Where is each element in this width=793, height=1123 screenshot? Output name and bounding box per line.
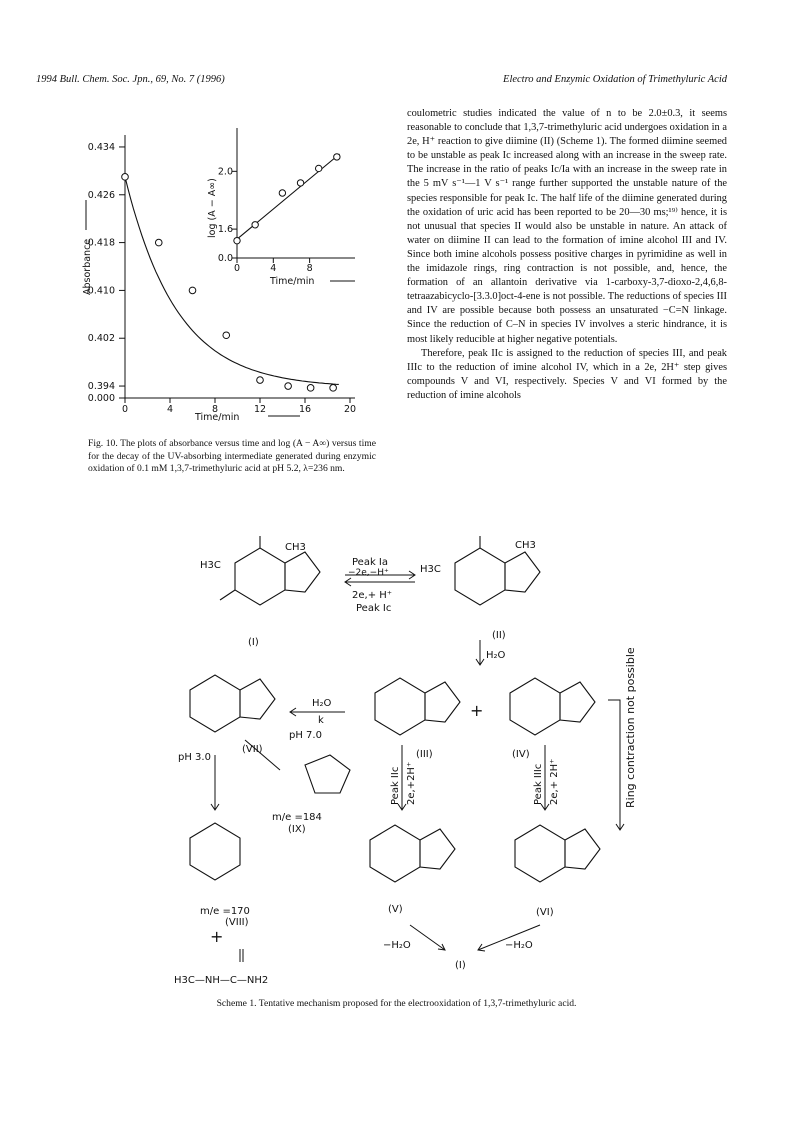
arrow-label-ph3: pH 3.0 bbox=[178, 752, 211, 763]
scheme-label-I: (I) bbox=[248, 637, 259, 648]
y-tick-label: 0.418 bbox=[87, 237, 115, 249]
inset-y-tick-label: 2.0 bbox=[217, 166, 233, 178]
ch3-label: CH3 bbox=[515, 540, 536, 551]
y-axis-label: Absorbance bbox=[82, 238, 93, 295]
x-tick-label: 8 bbox=[211, 404, 219, 415]
ch3-label: H3C bbox=[420, 564, 441, 575]
arrow-label-2e-2h-2: 2e,+ 2H⁺ bbox=[549, 758, 560, 805]
x-tick-label: 12 bbox=[253, 404, 267, 415]
urea-formula: H3C—NH—C—NH2 bbox=[174, 975, 269, 986]
inset-x-tick-label: 0 bbox=[233, 263, 241, 274]
arrow-label-peak-ic: Peak Ic bbox=[356, 603, 392, 614]
running-header-right: Electro and Enzymic Oxidation of Trimethyluric Acid bbox=[503, 74, 727, 85]
inset-x-tick-label: 8 bbox=[306, 263, 313, 274]
scheme-label-II: (II) bbox=[492, 630, 506, 641]
scheme-label-IX: (IX) bbox=[288, 824, 306, 835]
arrow-label-minus-h2o: −H₂O bbox=[383, 940, 411, 951]
paragraph-1: coulometric studies indicated the value of n to be 2.0±0.3, it seems reasonable to conclude that 1,3,7-trimethyluric acid undergoes oxidation in a 2e, H⁺ reaction to give diimine (II) (Scheme 1). The formed diimine seemed to be unstable as peak Ic increased along with an increase in the sweep rate. The increase in the ratio of peaks Ic/Ia with an increase in the sweep rate in the 5 mV s⁻¹—1 V s⁻¹ range further supported the unstable nature of the species responsible for peak Ic. The half life of the diimine generated during the oxidation of uric acid has been reported to be 20—30 ms;¹⁹⁾ hence, it is not unusual that species II would also be unstable in nature. An attack of water on diimine II can lead to the formation of imine alcohol III and IV. Since both imine alcohols possess positive charges in pyrimidine as well in the imidazole rings, ring contraction is not possible, and, hence, the formation of an allantoin derivative via 1-carboxy-3,7-dioxo-2,4,6,8-tetraazabicyclo-[3.3.0]oct-4-ene is not possible. The reductions of species III and IV are possible because both possess an unsaturated −C=N linkage. Since the reduction of C–N in species IV involves a steric hindrance, it is most likely reducible at higher negative potentials. bbox=[407, 108, 727, 345]
arrow-label-peak-iiic: Peak IIIc bbox=[533, 763, 544, 805]
paragraph-2: Therefore, peak IIc is assigned to the reduction of species III, and peak IIIc to the reduction of imine alcohol IV, which in a 2e, 2H⁺ step gives compounds V and VI, respectively. Species V and VI formed by the reduction of imine alcohols bbox=[407, 347, 727, 401]
y-tick-label: 0.434 bbox=[87, 141, 115, 153]
arrow-label-ph7: pH 7.0 bbox=[289, 730, 322, 741]
arrow-label-2e: 2e,+ H⁺ bbox=[352, 590, 393, 601]
x-tick-label: 4 bbox=[166, 404, 174, 415]
y-tick-label: 0.394 bbox=[87, 381, 115, 393]
mass-label-184: m/e =184 bbox=[272, 812, 322, 823]
x-axis-label: Time/min bbox=[195, 412, 240, 423]
inset-y-tick-label: 0.0 bbox=[217, 253, 233, 264]
scheme-label-VIII: (VIII) bbox=[225, 917, 249, 928]
y-tick-label: 0.410 bbox=[87, 285, 115, 297]
scheme-label-IV: (IV) bbox=[512, 749, 530, 760]
plus-sign: + bbox=[210, 927, 224, 946]
inset-y-axis-label: log (A − A∞) bbox=[207, 178, 218, 238]
arrow-label-minus-h2o-2: −H₂O bbox=[505, 940, 533, 951]
figure-10-caption: Fig. 10. The plots of absorbance versus time and log (A − A∞) versus time for the decay of the UV-absorbing intermediate generated during enzymic oxidation of 0.1 mM 1,3,7-trimethyluric acid at pH 5.2, λ=236 nm. bbox=[88, 438, 376, 474]
scheme-caption: Scheme 1. Tentative mechanism proposed for the electrooxidation of 1,3,7-trimethyluric acid. bbox=[216, 998, 577, 1009]
arrow-label-h2o-2: H₂O bbox=[312, 698, 332, 709]
scheme-label-I-product: (I) bbox=[455, 960, 466, 971]
x-tick-label: 0 bbox=[121, 404, 129, 415]
inset-y-tick-label: 1.6 bbox=[217, 224, 233, 236]
scheme-label-VII: (VII) bbox=[242, 744, 263, 755]
ch3-label: CH3 bbox=[285, 542, 306, 553]
ch3-label: H3C bbox=[200, 560, 221, 571]
scheme-label-VI: (VI) bbox=[536, 907, 554, 918]
arrow-label-h2o: H₂O bbox=[486, 650, 506, 661]
y-tick-label: 0.402 bbox=[87, 333, 115, 345]
y-tick-label: 0.426 bbox=[87, 189, 115, 201]
arrow-label-k: k bbox=[318, 715, 324, 726]
inset-x-axis-label: Time/min bbox=[270, 276, 315, 287]
arrow-label-ring-contraction: Ring contraction not possible bbox=[624, 647, 637, 808]
running-header-left: 1994 Bull. Chem. Soc. Jpn., 69, No. 7 (1996) bbox=[36, 74, 225, 85]
mass-label-170: m/e =170 bbox=[200, 906, 250, 917]
inset-x-tick-label: 4 bbox=[270, 263, 277, 274]
scheme-label-III: (III) bbox=[416, 749, 433, 760]
arrow-label-peak-iic: Peak IIc bbox=[390, 766, 401, 805]
plus-sign: + bbox=[470, 701, 484, 720]
arrow-label-2e-2h: 2e,+2H⁺ bbox=[406, 761, 417, 805]
arrow-label-peak-ia: Peak Ia bbox=[352, 557, 389, 568]
y-tick-label: 0.000 bbox=[87, 393, 115, 404]
x-tick-label: 16 bbox=[298, 404, 312, 415]
scheme-label-V: (V) bbox=[388, 904, 403, 915]
x-tick-label: 20 bbox=[343, 404, 357, 415]
arrow-label-minus-2e: −2e,−H⁺ bbox=[348, 568, 389, 578]
